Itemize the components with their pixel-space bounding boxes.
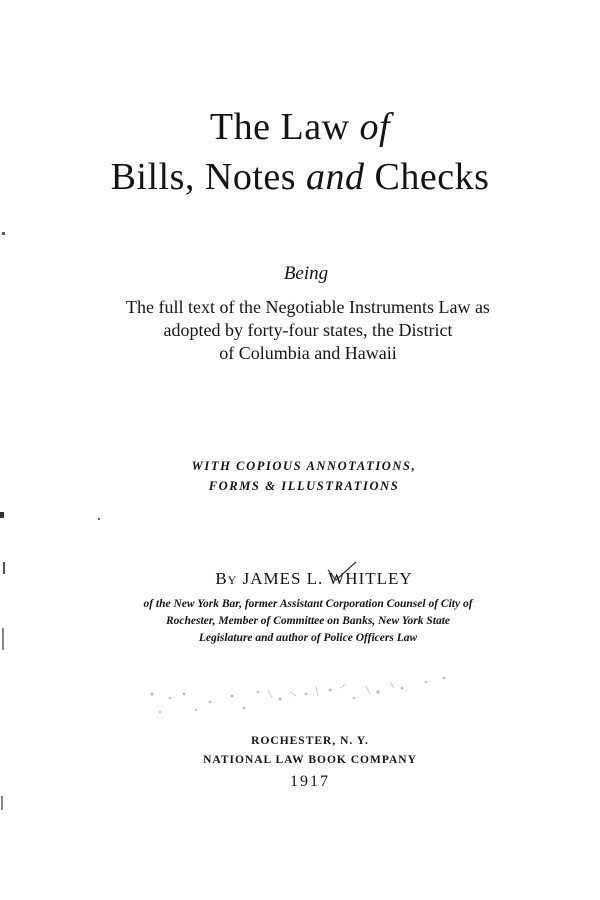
annotations-line: FORMS & ILLUSTRATIONS <box>208 479 400 493</box>
book-title-line-2 <box>0 154 600 200</box>
credentials-line: Legislature and author of Police Officers Law <box>198 632 418 644</box>
title-text: Bills, Notes <box>110 156 307 198</box>
faint-library-stamp <box>140 672 460 722</box>
title-italic-and: and <box>306 156 365 198</box>
scan-edge-mark <box>3 562 5 574</box>
credentials-line: Rochester, Member of Committee on Banks, New York State <box>165 615 451 627</box>
subtitle-line: The full text of the Negotiable Instruments Law as <box>126 297 490 317</box>
author-name: JAMES L. WHITLEY <box>242 569 413 588</box>
author-byline <box>14 568 600 590</box>
credentials-line: of the New York Bar, former Assistant Corporation Counsel of City of <box>143 598 473 610</box>
annotations-line: WITH COPIOUS ANNOTATIONS, <box>191 459 417 473</box>
scan-edge-mark <box>0 512 4 518</box>
publisher-imprint <box>10 732 600 794</box>
by-label: By <box>215 569 238 588</box>
subtitle-being: Being <box>283 263 329 284</box>
publisher-name: NATIONAL LAW BOOK COMPANY <box>203 754 417 766</box>
annotations-note <box>4 456 600 496</box>
subtitle-line: of Columbia and Hawaii <box>219 343 397 363</box>
publisher-city: ROCHESTER, N. Y. <box>251 735 369 747</box>
scan-dot <box>98 518 100 520</box>
subtitle-description <box>8 296 600 365</box>
subtitle-line: adopted by forty-four states, the District <box>163 320 453 340</box>
scan-edge-mark <box>1 796 3 810</box>
publication-year: 1917 <box>290 773 330 790</box>
scan-edge-mark <box>2 232 5 235</box>
author-credentials <box>8 596 600 647</box>
pencil-check-mark <box>322 560 362 584</box>
title-italic-of: of <box>359 106 391 148</box>
book-title-line-1 <box>0 104 600 150</box>
title-text-end: Checks <box>364 156 490 198</box>
title-text: The Law <box>209 106 360 148</box>
scan-edge-mark <box>2 628 4 650</box>
